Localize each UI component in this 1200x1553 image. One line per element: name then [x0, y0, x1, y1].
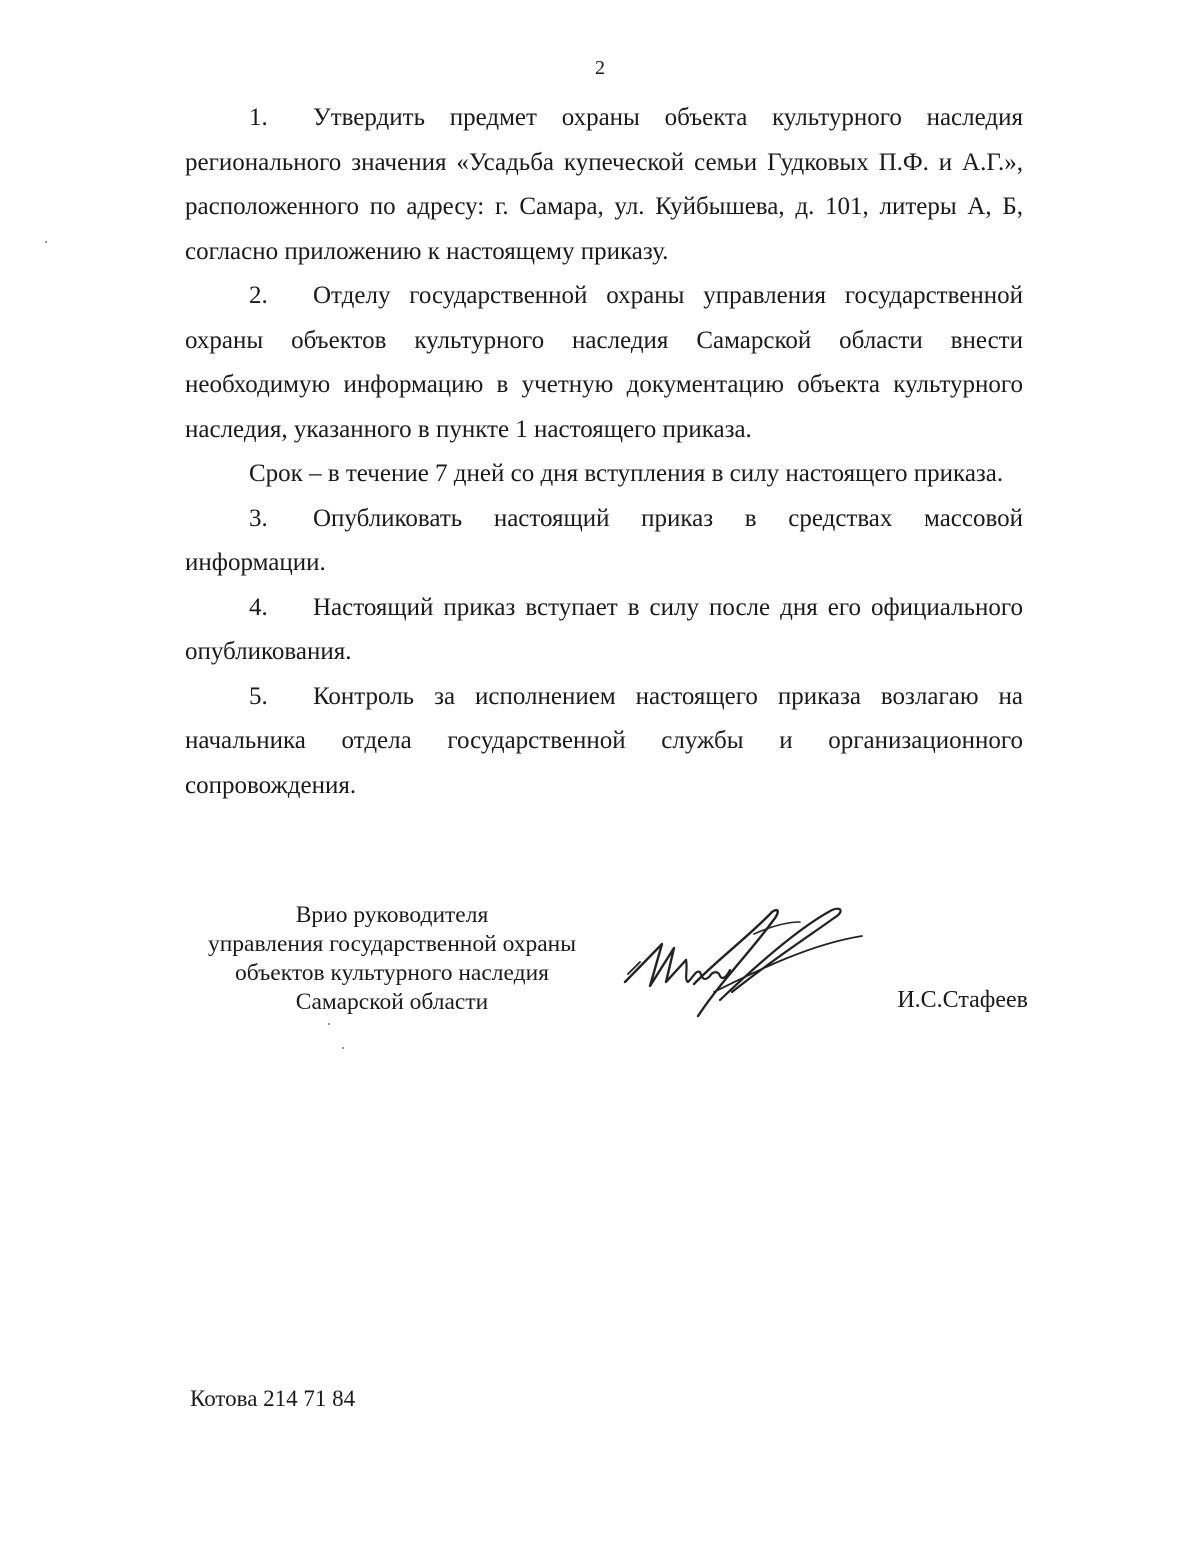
signatory-name: И.С.Стафеев — [897, 987, 1028, 1013]
paragraph-2-text: Отделу государственной охраны управления государственной охраны объектов культурного наследия Самарской области внести необходимую информацию в учетную документацию объекта культурного наследия, указанного в пункте 1 настоящего приказа. — [185, 282, 1023, 443]
paragraph-5-text: Контроль за исполнением настоящего приказа возлагаю на начальника отдела государственной службы и организационного сопровождения. — [185, 682, 1023, 799]
paragraph-3-text: Опубликовать настоящий приказ в средствах массовой информации. — [185, 504, 1023, 576]
signatory-title — [182, 901, 602, 1017]
signatory-title-line-3: объектов культурного наследия — [235, 960, 549, 986]
paragraph-1-text: Утвердить предмет охраны объекта культурного наследия регионального значения «Усадьба купеческой семьи Гудковых П.Ф. и А.Г.», расположенного по адресу: г. Самара, ул. Куйбышева, д. 101, литеры А, Б, согласно приложению к настоящему приказу. — [185, 104, 1023, 265]
paragraph-2-number: 2. — [249, 282, 268, 309]
paragraph-1-number: 1. — [249, 104, 268, 131]
signatory-title-line-2: управления государственной охраны — [207, 931, 577, 957]
scan-speck — [328, 1023, 330, 1025]
paragraph-deadline-text: Срок – в течение 7 дней со дня вступления в силу настоящего приказа. — [249, 460, 1004, 487]
paragraph-4 — [185, 586, 1023, 675]
handwritten-signature — [622, 900, 867, 1025]
paragraph-4-text: Настоящий приказ вступает в силу после дня его официального опубликования. — [185, 593, 1023, 665]
paragraph-5 — [185, 675, 1023, 809]
signatory-title-line-4: Самарской области — [295, 989, 489, 1015]
paragraph-deadline — [249, 452, 1023, 497]
signatory-title-line-1: Врио руководителя — [295, 902, 489, 928]
scan-speck — [45, 241, 47, 243]
paragraph-3 — [185, 497, 1023, 586]
paragraph-4-number: 4. — [249, 593, 268, 621]
paragraph-1 — [185, 96, 1023, 274]
paragraph-5-number: 5. — [249, 682, 268, 710]
page-number: 2 — [595, 57, 605, 79]
document-body — [185, 96, 1023, 808]
paragraph-2 — [185, 274, 1023, 452]
paragraph-3-number: 3. — [249, 504, 268, 532]
scan-speck — [342, 1047, 344, 1049]
executor-contact: Котова 214 71 84 — [190, 1386, 356, 1411]
